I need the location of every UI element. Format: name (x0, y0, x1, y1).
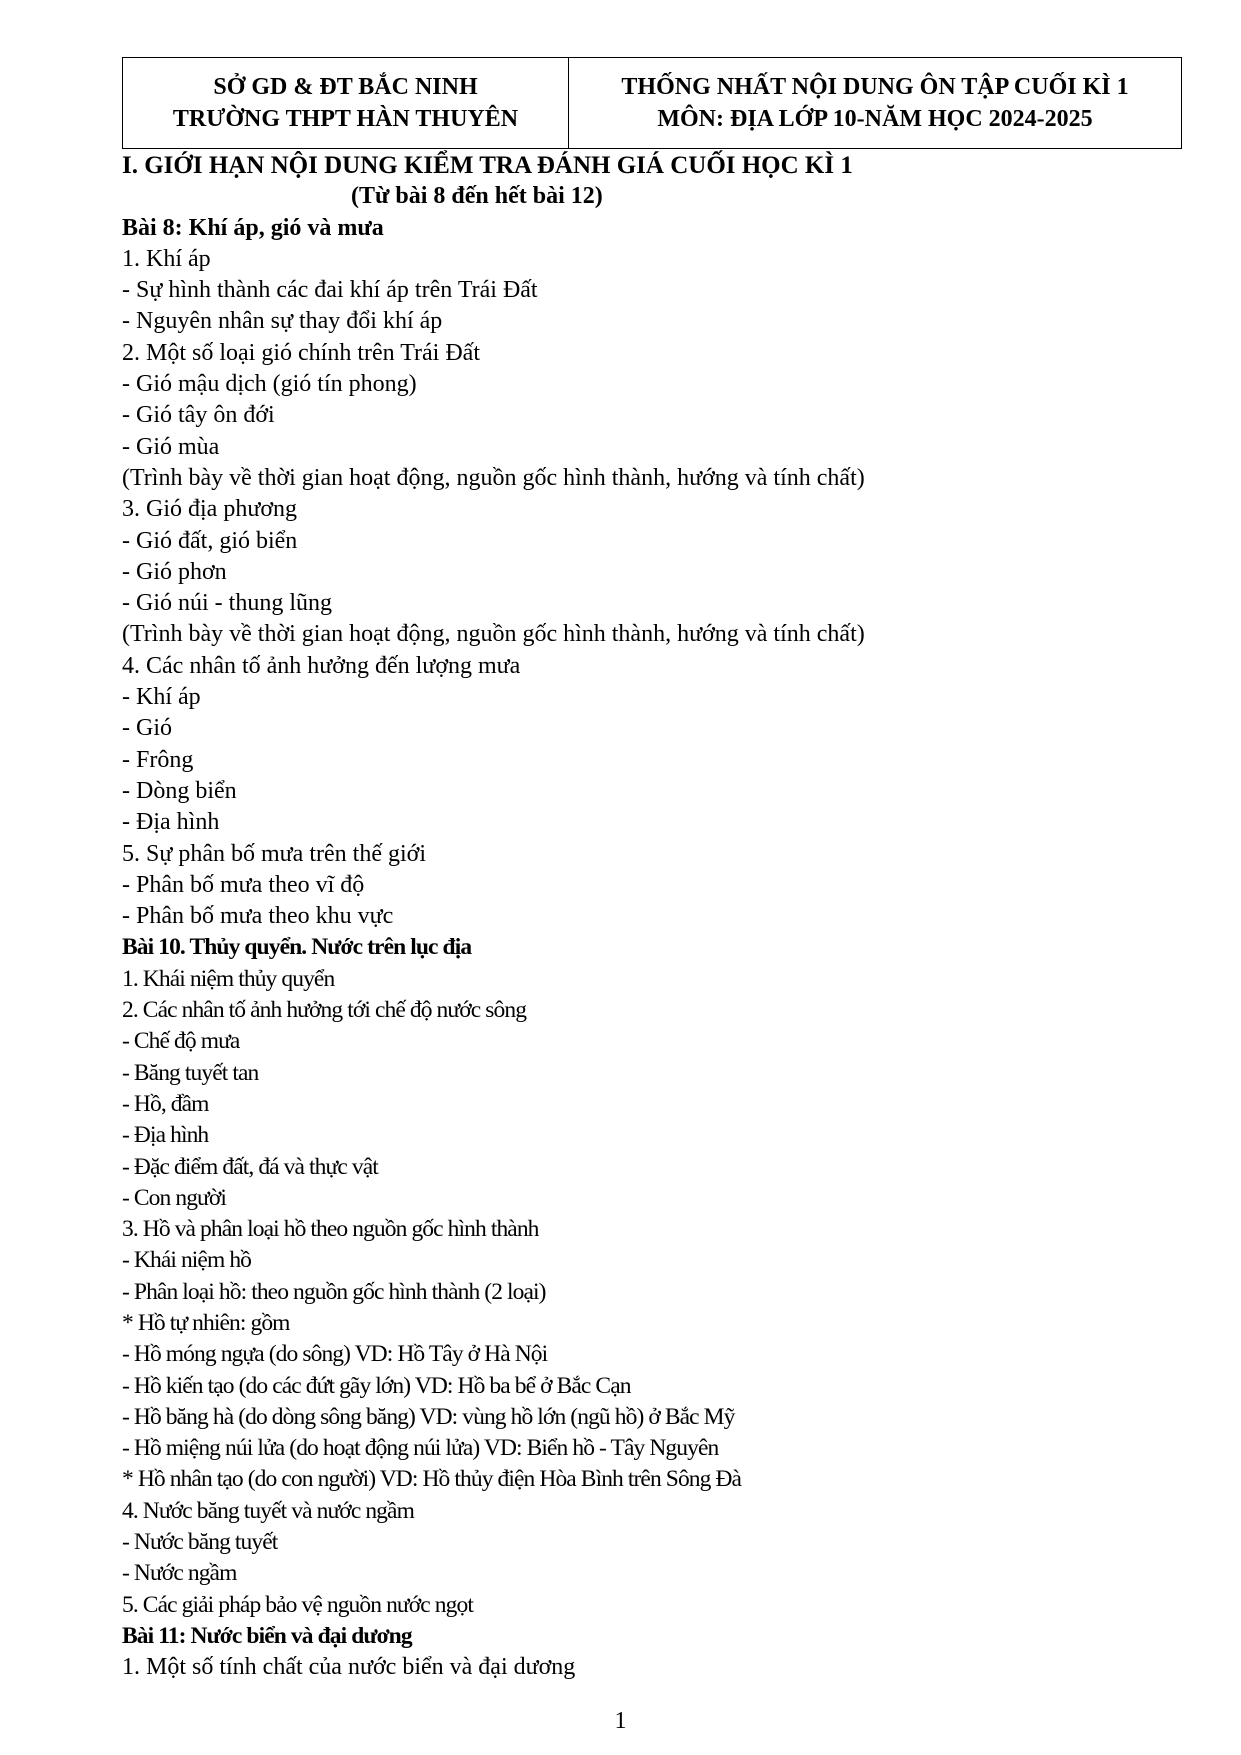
content-line: 1. Một số tính chất của nước biển và đại dương (122, 1654, 576, 1681)
header-title-cell (569, 58, 1181, 148)
content-line: - Hồ móng ngựa (do sông) VD: Hồ Tây ở Hà Nội (122, 1341, 548, 1368)
content-line: 5. Các giải pháp bảo vệ nguồn nước ngọt (122, 1591, 473, 1618)
content-line: - Sự hình thành các đai khí áp trên Trái Đất (122, 277, 538, 304)
content-line: 1. Khí áp (122, 245, 211, 272)
content-line: * Hồ tự nhiên: gồm (122, 1309, 290, 1336)
content-line: - Khái niệm hồ (122, 1247, 252, 1274)
content-line: - Nguyên nhân sự thay đổi khí áp (122, 308, 443, 335)
content-line: - Chế độ mưa (122, 1028, 240, 1055)
content-lines (122, 213, 1202, 1684)
content-line: 4. Nước băng tuyết và nước ngầm (122, 1497, 414, 1524)
content-line: - Frông (122, 746, 194, 773)
content-line: 5. Sự phân bố mưa trên thế giới (122, 840, 426, 867)
page-number: 1 (614, 1708, 627, 1734)
content-line: - Hồ băng hà (do dòng sông băng) VD: vùng hồ lớn (ngũ hồ) ở Bắc Mỹ (122, 1403, 735, 1430)
content-line: - Dòng biển (122, 777, 237, 804)
lesson-heading: Bài 10. Thủy quyển. Nước trên lục địa (122, 934, 472, 961)
content-line: - Đặc điểm đất, đá và thực vật (122, 1153, 378, 1180)
content-line: - Gió núi - thung lũng (122, 590, 332, 617)
content-line: * Hồ nhân tạo (do con người) VD: Hồ thủy điện Hòa Bình trên Sông Đà (122, 1466, 742, 1493)
content-line: - Địa hình (122, 1122, 209, 1149)
header-table (122, 57, 1182, 149)
content-line: - Hồ, đầm (122, 1090, 209, 1117)
content-line: - Khí áp (122, 684, 201, 711)
content-line: - Gió phơn (122, 558, 227, 585)
content-line: - Con người (122, 1184, 227, 1211)
content-line: 4. Các nhân tố ảnh hưởng đến lượng mưa (122, 652, 521, 679)
content-line: - Nước ngầm (122, 1560, 237, 1587)
content-line: - Hồ miệng núi lửa (do hoạt động núi lửa) VD: Biển hồ - Tây Nguyên (122, 1435, 719, 1462)
content-line: - Phân bố mưa theo vĩ độ (122, 871, 365, 898)
subject-year: MÔN: ĐỊA LỚP 10-NĂM HỌC 2024-2025 (657, 106, 1093, 132)
content-line: - Gió mùa (122, 433, 220, 460)
content-line: 2. Các nhân tố ảnh hưởng tới chế độ nước sông (122, 997, 527, 1024)
department-name: SỞ GD & ĐT BẮC NINH (213, 74, 478, 100)
content-line: (Trình bày về thời gian hoạt động, nguồn gốc hình thành, hướng và tính chất) (122, 464, 865, 491)
content-line: - Nước băng tuyết (122, 1529, 278, 1556)
section-title: I. GIỚI HẠN NỘI DUNG KIỂM TRA ĐÁNH GIÁ CUỐI HỌC KÌ 1 (122, 152, 853, 179)
content-line: - Gió tây ôn đới (122, 402, 275, 429)
content-line: - Gió đất, gió biển (122, 527, 298, 554)
content-line: 2. Một số loại gió chính trên Trái Đất (122, 339, 480, 366)
document-title: THỐNG NHẤT NỘI DUNG ÔN TẬP CUỐI KÌ 1 (621, 74, 1129, 100)
content-line: - Băng tuyết tan (122, 1059, 259, 1086)
document-body (122, 150, 1202, 1684)
content-line: 3. Gió địa phương (122, 496, 298, 523)
lesson-heading: Bài 11: Nước biển và đại dương (122, 1622, 412, 1649)
section-subtitle: (Từ bài 8 đến hết bài 12) (351, 183, 603, 210)
content-line: - Hồ kiến tạo (do các đứt gãy lớn) VD: Hồ ba bể ở Bắc Cạn (122, 1372, 631, 1399)
content-line: - Gió mậu dịch (gió tín phong) (122, 371, 417, 398)
school-name: TRƯỜNG THPT HÀN THUYÊN (172, 106, 519, 132)
content-line: (Trình bày về thời gian hoạt động, nguồn gốc hình thành, hướng và tính chất) (122, 621, 865, 648)
content-line: - Phân loại hồ: theo nguồn gốc hình thành (2 loại) (122, 1278, 546, 1305)
content-line: 3. Hồ và phân loại hồ theo nguồn gốc hình thành (122, 1216, 539, 1243)
content-line: - Gió (122, 715, 172, 742)
content-line: 1. Khái niệm thủy quyển (122, 965, 335, 992)
header-school-cell (123, 58, 569, 148)
lesson-heading: Bài 8: Khí áp, gió và mưa (122, 214, 384, 241)
content-line: - Phân bố mưa theo khu vực (122, 903, 394, 930)
content-line: - Địa hình (122, 809, 220, 836)
